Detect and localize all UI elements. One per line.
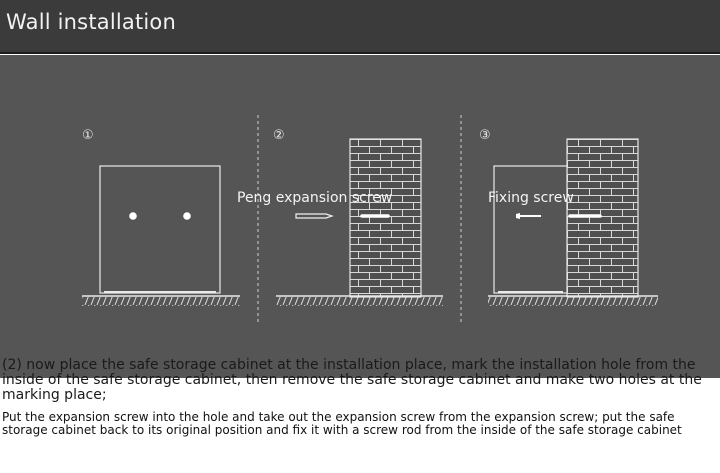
step-1-number: ① (82, 128, 94, 143)
fixing-screw-label: Fixing screw (488, 190, 574, 206)
step-3 (479, 128, 658, 306)
mark-hole-right (183, 212, 191, 220)
installation-diagram (0, 55, 720, 378)
floor-hatch (488, 297, 658, 306)
floor-hatch (82, 297, 240, 306)
cabinet (100, 166, 220, 293)
step-1 (82, 128, 240, 306)
brick-wall (567, 139, 638, 297)
step-3-number: ③ (479, 128, 491, 143)
step-2-number: ② (273, 128, 285, 143)
mark-hole-left (129, 212, 137, 220)
expansion-screw-icon (296, 214, 332, 218)
expansion-screw-label: Peng expansion screw (237, 190, 393, 206)
instruction-fixing: Put the expansion screw into the hole and take out the expansion screw from the expansion screw; put the safe storage cabinet back to its original position and fix it with a screw rod from the inside of the safe storage cabinet (2, 410, 682, 437)
brick-wall (350, 139, 421, 297)
instruction-step-2: (2) now place the safe storage cabinet at the installation place, mark the installation hole from the inside of the safe storage cabinet, then remove the safe storage cabinet and make two holes at the marking place; (2, 357, 702, 403)
floor-hatch (276, 297, 443, 306)
page-title: Wall installation (6, 10, 176, 34)
title-bar (0, 0, 720, 54)
fixing-screw-head-icon (516, 213, 520, 219)
cabinet-against-wall (494, 166, 567, 293)
step-2 (237, 128, 443, 306)
